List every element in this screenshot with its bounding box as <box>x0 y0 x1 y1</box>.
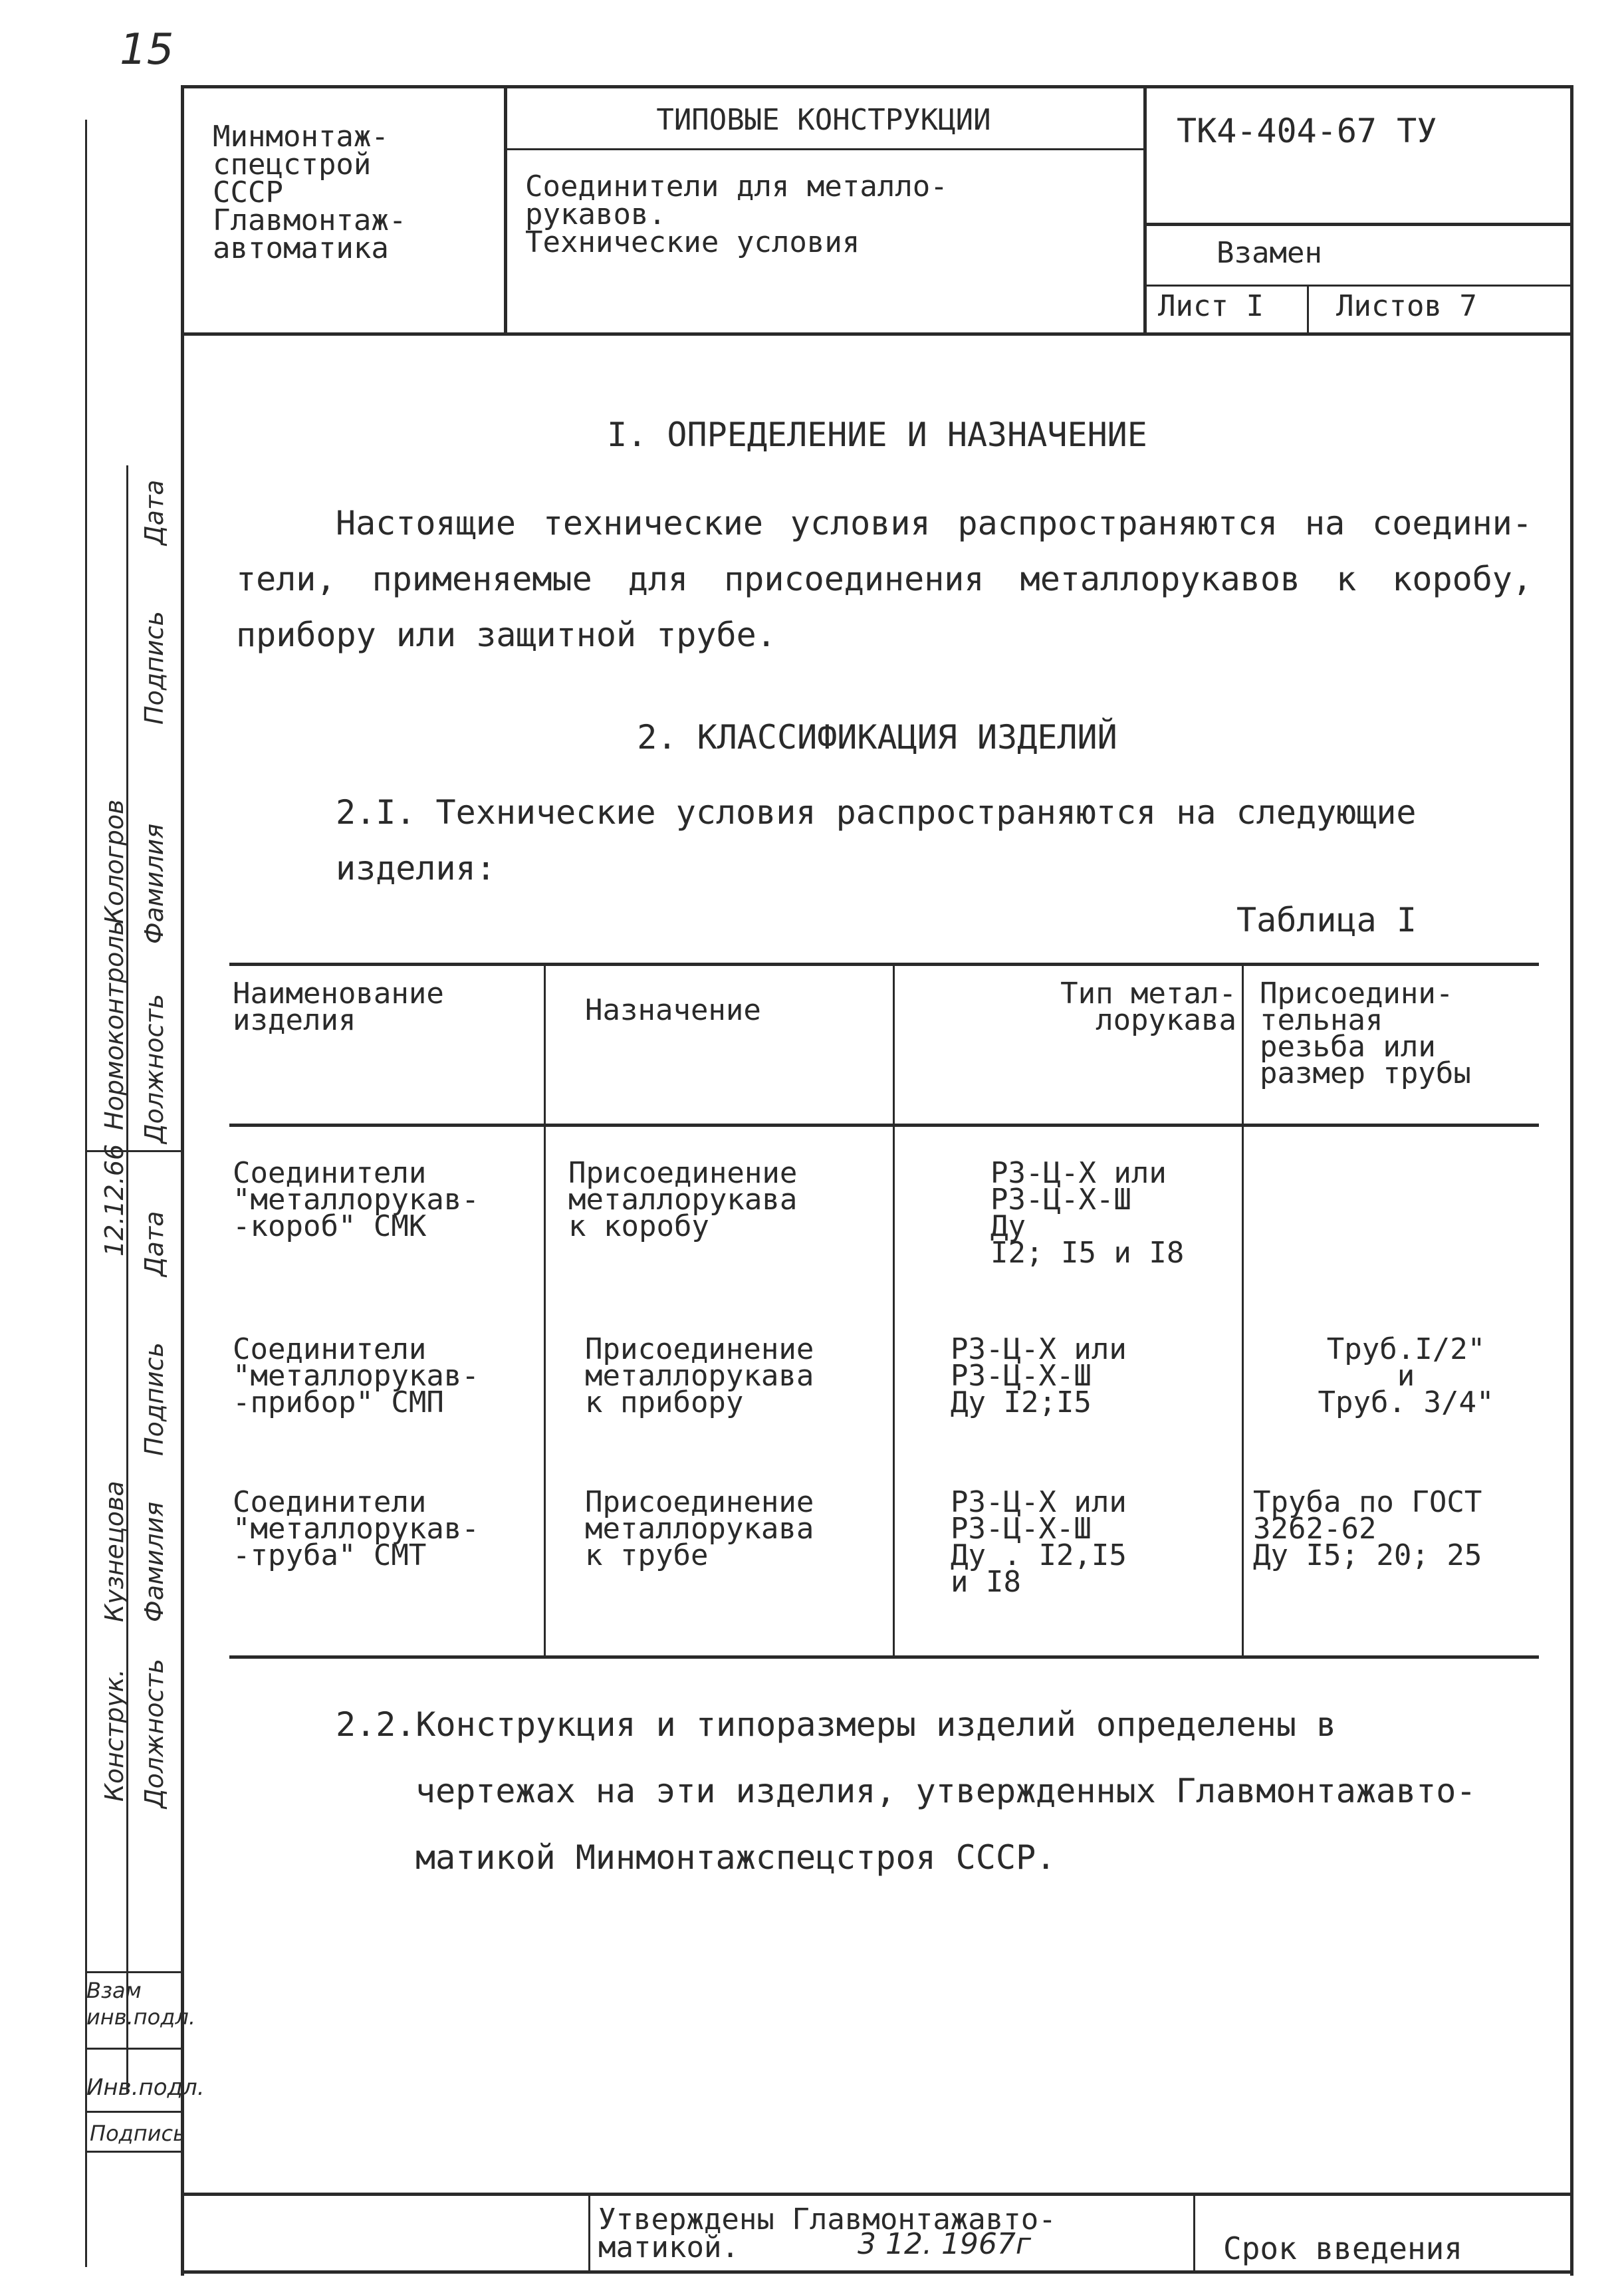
stamp-name-konstruk: Конструк. <box>100 1669 129 1802</box>
section-2-2-line-3: матикой Минмонтажспецстроя СССР. <box>415 1838 1056 1877</box>
section-2-1-text <box>336 784 1532 896</box>
table-row-2-name: Соединители "металлорукав- -прибор" СМП <box>233 1332 479 1419</box>
stamp-label-position-1: Должность <box>140 994 169 1143</box>
table-header-name: Наименование изделия <box>233 977 444 1037</box>
section-1-paragraph: Настоящие технические условия распространяются на соедини- тели, применяемые для присоединения металлорукавов к коробу, прибору или защитной трубе. <box>236 504 1532 654</box>
page-bottom-border <box>181 2270 1573 2274</box>
stamp-name-normcontrol: Нормоконтроль <box>100 920 129 1130</box>
document-title: Соединители для металло- рукавов. Технические условия <box>525 170 948 259</box>
page-top-border <box>181 85 1573 88</box>
stamp-label-surname-2: Фамилия <box>140 1501 169 1622</box>
section-2-2-line-2: чертежах на эти изделия, утвержденных Главмонтажавто- <box>415 1772 1476 1810</box>
table-row-2-thread: Труб.I/2" и Труб. 3/4" <box>1318 1332 1494 1419</box>
stamp-label-inv-orig: инв.подл. <box>86 2004 195 2030</box>
sheets-total: Листов 7 <box>1336 289 1477 323</box>
section-2-1-paragraph: 2.I. Технические условия распространяются на следующие изделия: <box>336 793 1417 888</box>
approved-by: Утверждены Главмонтажавто- матикой. <box>598 2203 1056 2264</box>
table-row-1-name: Соединители "металлорукав- -короб" СМК <box>233 1156 479 1243</box>
organization-name: Минмонтаж- спецстрой СССР Главмонтаж- автоматика <box>213 120 407 265</box>
stamp-label-date-2: Дата <box>140 1211 169 1276</box>
section-2-heading: 2. КЛАССИФИКАЦИЯ ИЗДЕЛИЙ <box>637 718 1117 757</box>
document-code: ТК4-404-67 ТУ <box>1177 112 1437 150</box>
sheet-number: Лист I <box>1158 289 1264 323</box>
table-row-3-purpose: Присоединение металлорукава к трубе <box>585 1485 814 1572</box>
table-row-1-purpose: Присоединение металлорукава к коробу <box>568 1156 798 1243</box>
stamp-name-kologrov: Кологров <box>100 799 129 924</box>
stamp-date-value: 12.12.66 <box>100 1143 129 1257</box>
stamp-label-signature-bottom: Подпись <box>90 2121 185 2146</box>
section-1-heading: I. ОПРЕДЕЛЕНИЕ И НАЗНАЧЕНИЕ <box>607 416 1147 454</box>
stamp-label-surname-1: Фамилия <box>140 823 169 944</box>
page-right-border <box>1570 85 1573 2276</box>
stamp-label-replace: Взам <box>86 1978 142 2003</box>
corner-page-number: 15 <box>120 25 174 74</box>
stamp-label-signature-1: Подпись <box>140 611 169 725</box>
page-left-border <box>181 85 184 2276</box>
section-1-text <box>236 495 1532 663</box>
table-caption: Таблица I <box>1236 901 1417 939</box>
stamp-label-inv-orig-2: Инв.подл. <box>86 2074 205 2101</box>
table-row-2-hose-type: РЗ-Ц-Х или РЗ-Ц-Х-Ш Ду I2;I5 <box>951 1332 1127 1419</box>
approved-date: 3 12. 1967г <box>858 2227 1032 2261</box>
table-row-2-purpose: Присоединение металлорукава к прибору <box>585 1332 814 1419</box>
table-header-purpose: Назначение <box>585 993 761 1027</box>
stamp-label-date-1: Дата <box>140 479 169 545</box>
series-title: ТИПОВЫЕ КОНСТРУКЦИИ <box>656 103 991 137</box>
stamp-name-kuznetsova: Кузнецова <box>100 1481 129 1622</box>
section-2-2-line-1: 2.2.Конструкция и типоразмеры изделий определены в <box>336 1705 1337 1744</box>
table-row-1-hose-type: РЗ-Ц-Х или РЗ-Ц-Х-Ш Ду I2; I5 и I8 <box>990 1156 1185 1270</box>
table-row-3-name: Соединители "металлорукав- -труба" СМТ <box>233 1485 479 1572</box>
table-header-hose-type: Тип метал- лорукава <box>1060 977 1236 1037</box>
stamp-label-signature-2: Подпись <box>140 1342 169 1456</box>
replaces-label: Взамен <box>1217 236 1322 270</box>
table-header-thread: Присоедини- тельная резьба или размер трубы <box>1260 977 1471 1090</box>
table-row-3-thread: Труба по ГОСТ 3262-62 Ду I5; 20; 25 <box>1253 1485 1482 1572</box>
effective-date-label: Срок введения <box>1223 2230 1463 2266</box>
table-row-3-hose-type: РЗ-Ц-Х или РЗ-Ц-Х-Ш Ду . I2,I5 и I8 <box>951 1485 1127 1599</box>
stamp-label-position-2: Должность <box>140 1659 169 1808</box>
